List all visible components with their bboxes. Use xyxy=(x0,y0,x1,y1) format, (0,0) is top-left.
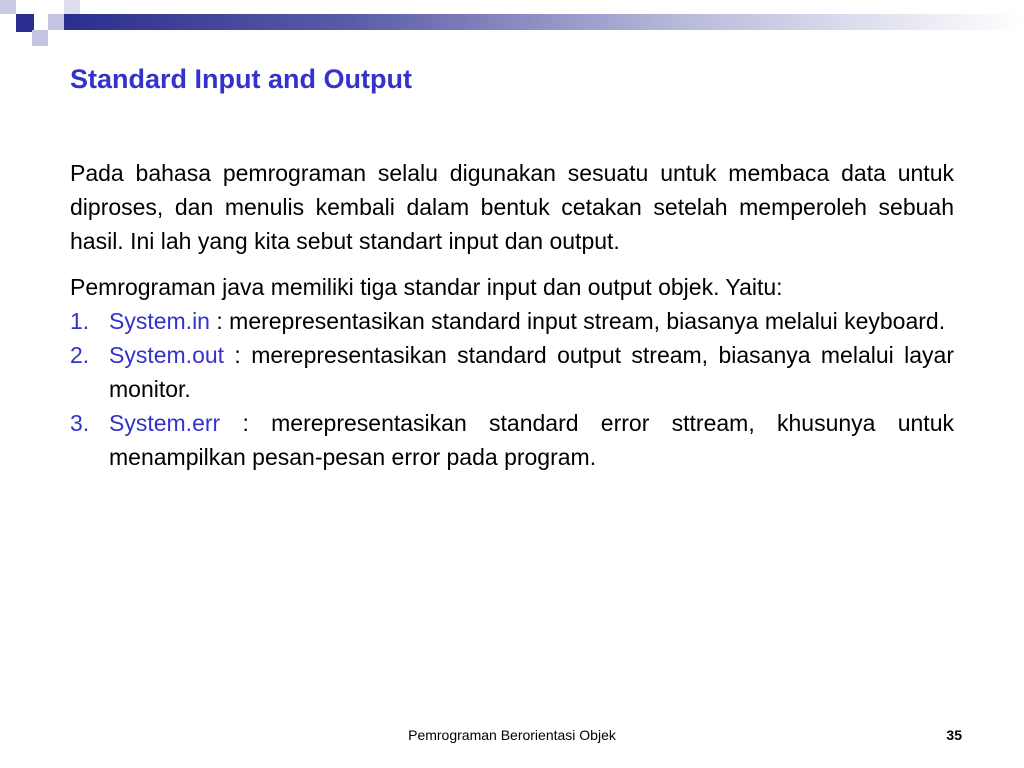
list-keyword: System.in xyxy=(109,308,210,334)
decor-square xyxy=(0,0,16,14)
list-number: 1. xyxy=(70,308,90,334)
list-keyword: System.out xyxy=(109,342,225,368)
list-text: : merepresentasikan standard error sttream, khusunya untuk menampilkan pesan-pesan error pada program. xyxy=(109,410,954,470)
header-gradient-bar xyxy=(64,14,1024,30)
decor-square xyxy=(64,0,80,14)
list-item xyxy=(70,406,954,474)
slide-title: Standard Input and Output xyxy=(70,64,412,94)
list-item xyxy=(70,338,954,406)
list-number: 2. xyxy=(70,342,90,368)
list-text: : merepresentasikan standard input stream, biasanya melalui keyboard. xyxy=(209,308,946,334)
stream-list xyxy=(70,304,954,474)
list-item xyxy=(70,304,954,338)
intro-paragraph: Pada bahasa pemrograman selalu digunakan sesuatu untuk membaca data untuk diproses, dan menulis kembali dalam bentuk cetakan setelah memperoleh sebuah hasil. Ini lah yang kita sebut standart input dan output. xyxy=(70,160,954,254)
footer-course-name: Pemrograman Berorientasi Objek xyxy=(408,727,616,743)
slide-content xyxy=(70,156,954,474)
decor-square xyxy=(48,14,64,30)
list-text: : merepresentasikan standard output stream, biasanya melalui layar monitor. xyxy=(109,342,954,402)
list-number: 3. xyxy=(70,410,90,436)
decor-square xyxy=(32,30,48,46)
page-number: 35 xyxy=(946,727,962,743)
objects-paragraph: Pemrograman java memiliki tiga standar input dan output objek. Yaitu: xyxy=(70,274,783,300)
list-keyword: System.err xyxy=(109,410,221,436)
